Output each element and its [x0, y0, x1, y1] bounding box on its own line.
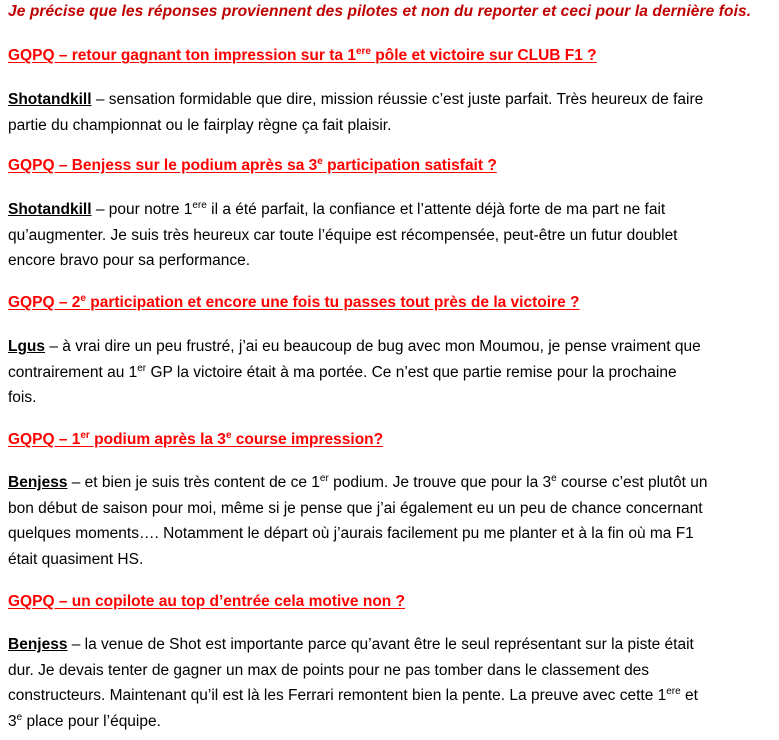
- answer-3-line-1: [8, 334, 770, 360]
- answer-text: – sensation formidable que dire, mission réussie c’est juste parfait. Très heureux de faire: [91, 91, 704, 108]
- question-5: GQPQ – un copilote au top d’entrée cela motive non ?: [8, 593, 406, 610]
- answer-sup: er: [137, 362, 147, 374]
- question-3-text: GQPQ – 2: [8, 294, 81, 311]
- speaker-name: Benjess: [8, 474, 68, 491]
- answer-text: contrairement au 1: [8, 363, 138, 381]
- answer-4-line-2: bon début de saison pour moi, même si je pense que j’ai également eu un peu de chance concernant: [8, 499, 703, 517]
- question-1-text: GQPQ – retour gagnant ton impression sur ta 1: [8, 47, 356, 64]
- question-2-sup: e: [317, 156, 323, 167]
- answer-4-line-3: quelques moments…. Notamment le départ où j’aurais facilement pu me planter et à la fin où ma F1: [8, 525, 694, 543]
- intro-note: Je précise que les réponses proviennent des pilotes et non du reporter et ceci pour la dernière fois.: [8, 3, 752, 20]
- speaker-name: Benjess: [8, 636, 68, 653]
- question-4: [8, 431, 773, 449]
- answer-2-line-2: qu’augmenter. Je suis très heureux car toute l’équipe est récompensée, peut-être un futur doublet: [8, 226, 678, 244]
- answer-text: constructeurs. Maintenant qu’il est là les Ferrari remontent bien la pente. La preuve avec cette 1: [8, 687, 667, 705]
- answer-text: il a été parfait, la confiance et l’attente déjà forte de ma part ne fait: [206, 201, 666, 218]
- question-1: [8, 47, 773, 65]
- answer-5-line-1: [8, 632, 770, 658]
- question-4-text-mid: podium après la 3: [89, 431, 226, 448]
- answer-5: [8, 632, 770, 735]
- speaker-name: Shotandkill: [8, 91, 92, 108]
- answer-2-line-1: [8, 197, 770, 223]
- answer-text: – et bien je suis très content de ce 1: [67, 474, 320, 491]
- answer-sup: e: [551, 473, 557, 484]
- question-4-text-end: course impression?: [231, 431, 384, 448]
- answer-2: [8, 197, 770, 274]
- speaker-name: Lgus: [8, 338, 46, 355]
- answer-3: [8, 334, 770, 411]
- answer-text: 3: [8, 713, 17, 731]
- answer-5-line-2: dur. Je devais tenter de gagner un max de points pour ne pas tomber dans le classement des: [8, 661, 650, 679]
- answer-3-line-2: [8, 360, 770, 386]
- answer-sup: e: [16, 712, 23, 724]
- answer-text: GP la victoire était à ma portée. Ce n’est que partie remise pour la prochaine: [146, 363, 677, 381]
- answer-4-line-4: était quasiment HS.: [8, 551, 144, 569]
- question-4-sup-2: e: [225, 430, 232, 441]
- question-4-sup: er: [80, 430, 90, 441]
- question-2-text-end: participation satisfait ?: [322, 157, 497, 174]
- answer-4: [8, 470, 770, 573]
- answer-1-line-2: partie du championnat ou le fairplay règne ça fait plaisir.: [8, 116, 392, 134]
- answer-sup: ere: [192, 200, 207, 211]
- answer-text: et: [680, 687, 698, 705]
- answer-text: – à vrai dire un peu frustré, j’ai eu beaucoup de bug avec mon Moumou, je pense vraiment que: [45, 338, 701, 355]
- answer-text: course c’est plutôt un: [556, 474, 708, 491]
- answer-5-line-4: [8, 709, 770, 735]
- question-1-text-end: pôle et victoire sur CLUB F1 ?: [370, 47, 597, 64]
- answer-4-line-1: [8, 470, 770, 496]
- question-3-sup: e: [80, 293, 86, 304]
- question-3-text-end: participation et encore une fois tu passes tout près de la victoire ?: [85, 294, 580, 311]
- question-4-text: GQPQ – 1: [8, 431, 81, 448]
- answer-1-line-1: [8, 87, 770, 113]
- answer-text: place pour l’équipe.: [22, 713, 161, 731]
- answer-3-line-3: fois.: [8, 389, 37, 407]
- speaker-name: Shotandkill: [8, 201, 92, 218]
- question-3: [8, 294, 773, 312]
- answer-text: podium. Je trouve que pour la 3: [328, 474, 552, 491]
- answer-text: – la venue de Shot est importante parce qu’avant être le seul représentant sur la piste était: [67, 636, 694, 653]
- question-2-text: GQPQ – Benjess sur le podium après sa 3: [8, 157, 318, 174]
- question-2: [8, 157, 773, 175]
- answer-sup: er: [319, 473, 329, 484]
- answer-5-line-3: [8, 683, 770, 709]
- answer-text: – pour notre 1: [91, 201, 193, 218]
- answer-2-line-3: encore bravo pour sa performance.: [8, 252, 251, 270]
- answer-sup: ere: [666, 686, 681, 698]
- question-1-sup: ere: [355, 46, 371, 57]
- answer-1: [8, 87, 770, 138]
